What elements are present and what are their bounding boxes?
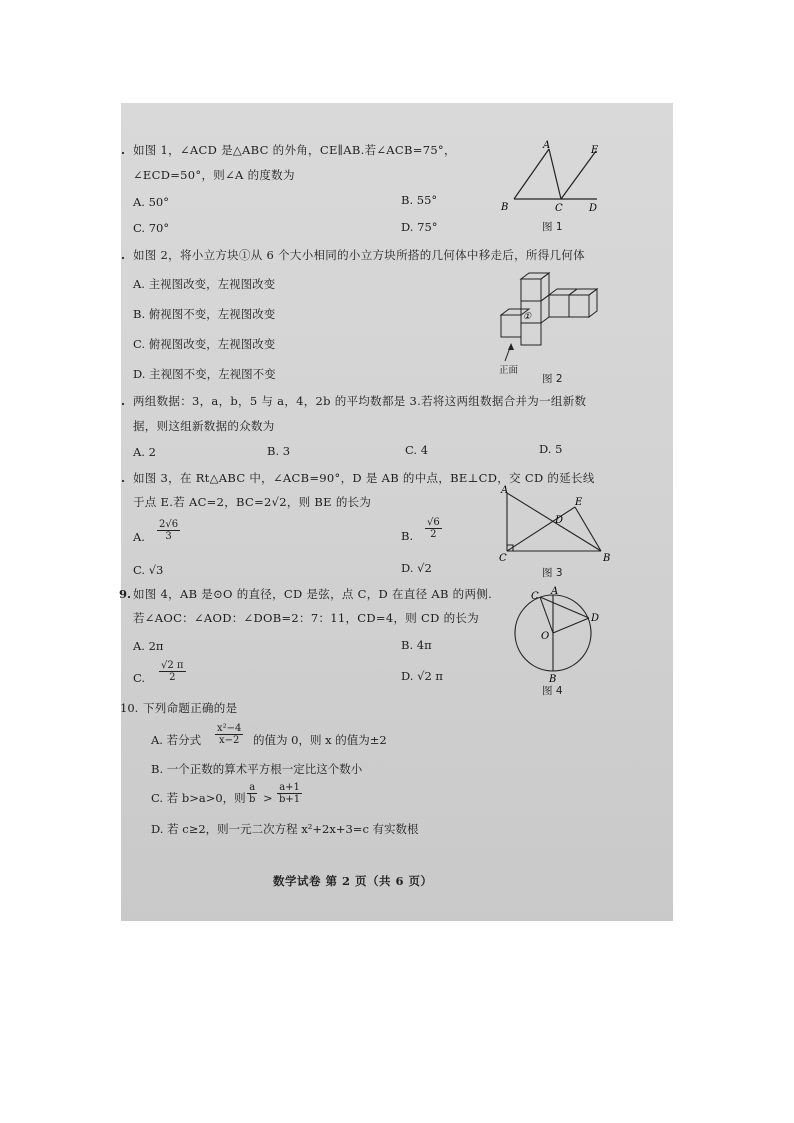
fig3-label-c: C bbox=[499, 553, 507, 564]
q10-option-a-fraction bbox=[215, 723, 243, 746]
q5-option-c: C. 70° bbox=[133, 221, 170, 235]
page-footer: 数学试卷 第 2 页（共 6 页） bbox=[273, 874, 433, 888]
q10-option-d: D. 若 c≥2，则一元二次方程 x²+2x+3=c 有实数根 bbox=[151, 822, 419, 836]
q8-stem-line2: 于点 E.若 AC=2，BC=2√2，则 BE 的长为 bbox=[133, 495, 372, 509]
fig2-cube-mid-side bbox=[541, 295, 549, 323]
fig1-label-e: E bbox=[591, 145, 599, 156]
fig1-line-ba bbox=[514, 149, 549, 199]
q9-option-c-prefix: C. bbox=[133, 671, 146, 685]
q6-option-a: A. 主视图改变，左视图改变 bbox=[133, 277, 276, 291]
q9-c-denominator: 2 bbox=[169, 672, 176, 683]
fig4-radius-oc bbox=[540, 597, 553, 633]
fig3-line-be bbox=[575, 507, 601, 551]
q10-option-b: B. 一个正数的算术平方根一定比这个数小 bbox=[151, 762, 363, 776]
q8-option-d: D. √2 bbox=[401, 561, 432, 575]
q9-c-numerator: √2 π bbox=[161, 660, 184, 671]
fig3-label-e: E bbox=[575, 497, 583, 508]
fig2-cube-left-front bbox=[501, 315, 521, 337]
figure-2 bbox=[491, 271, 611, 371]
figure-4 bbox=[509, 585, 609, 685]
q5-number: . bbox=[121, 143, 126, 157]
q10-number: 10. bbox=[120, 701, 139, 715]
q5-option-a: A. 50° bbox=[133, 195, 169, 209]
fig4-label-a: A bbox=[551, 586, 559, 597]
figure-1 bbox=[499, 137, 611, 217]
fig4-label-c: C bbox=[531, 591, 539, 602]
fig2-arrow-head bbox=[508, 343, 514, 350]
exam-page-photo bbox=[121, 103, 673, 921]
fig2-cube-bottom bbox=[521, 323, 541, 345]
q8-b-numerator: √6 bbox=[427, 517, 440, 528]
q8-stem-line1: 如图 3，在 Rt△ABC 中，∠ACB=90°，D 是 AB 的中点，BE⊥CD，交 CD 的延长线 bbox=[133, 471, 595, 485]
q6-option-c: C. 俯视图改变，左视图改变 bbox=[133, 337, 276, 351]
q10-option-c-fraction2 bbox=[277, 782, 302, 805]
fig2-front-label: 正面 bbox=[499, 365, 519, 376]
q9-option-c-fraction bbox=[159, 660, 186, 683]
q10-c-denominator2: b+1 bbox=[279, 794, 301, 805]
fig2-cube-right2-side bbox=[589, 289, 597, 317]
q10-option-c-gt: > bbox=[263, 791, 273, 805]
fig3-label-a: A bbox=[501, 485, 509, 496]
q7-stem-line2: 据，则这组新数据的众数为 bbox=[133, 419, 275, 433]
fig1-label-a: A bbox=[543, 140, 551, 151]
q9-option-b: B. 4π bbox=[401, 638, 432, 652]
q10-c-denominator1: b bbox=[249, 794, 256, 805]
q5-option-d: D. 75° bbox=[401, 220, 438, 234]
q10-a-denominator: x−2 bbox=[219, 735, 240, 746]
fig2-cube-top-side bbox=[541, 273, 549, 301]
q6-stem-line1: 如图 2，将小立方块①从 6 个大小相同的小立方块所搭的几何体中移走后，所得几何体 bbox=[133, 248, 585, 262]
q8-option-a-fraction bbox=[157, 519, 180, 542]
q7-option-b: B. 3 bbox=[267, 444, 291, 458]
fig2-cube-right1 bbox=[549, 295, 569, 317]
q7-option-d: D. 5 bbox=[539, 442, 563, 456]
q7-option-c: C. 4 bbox=[405, 443, 429, 457]
fig4-label-d: D bbox=[591, 613, 600, 624]
fig3-label-d: D bbox=[555, 515, 564, 526]
q8-option-b-prefix: B. bbox=[401, 529, 414, 543]
fig1-label-d: D bbox=[589, 203, 598, 214]
fig2-cube-top-front bbox=[521, 279, 541, 301]
q10-option-a-post: 的值为 0，则 x 的值为±2 bbox=[253, 733, 387, 747]
fig1-line-ce bbox=[561, 151, 596, 199]
fig4-caption: 图 4 bbox=[542, 685, 563, 697]
q6-option-b: B. 俯视图不变，左视图改变 bbox=[133, 307, 276, 321]
q9-number: 9. bbox=[119, 587, 132, 601]
q8-option-c: C. √3 bbox=[133, 563, 164, 577]
q9-option-a: A. 2π bbox=[133, 639, 164, 653]
q9-option-d: D. √2 π bbox=[401, 669, 443, 683]
q8-a-denominator: 3 bbox=[165, 531, 172, 542]
q10-c-numerator2: a+1 bbox=[277, 782, 302, 794]
q8-number: . bbox=[121, 471, 126, 485]
fig1-line-ac bbox=[549, 149, 561, 199]
q10-a-numerator: x²−4 bbox=[217, 723, 242, 734]
fig3-caption: 图 3 bbox=[542, 567, 563, 579]
q9-stem-line1: 如图 4，AB 是⊙O 的直径，CD 是弦，点 C，D 在直径 AB 的两侧. bbox=[133, 587, 493, 601]
fig4-radius-od bbox=[553, 618, 589, 633]
q10-option-a-pre: A. 若分式 bbox=[151, 733, 202, 747]
q6-option-d: D. 主视图不变，左视图不变 bbox=[133, 367, 276, 381]
fig4-label-b: B bbox=[549, 674, 557, 685]
fig4-label-o: O bbox=[541, 631, 550, 642]
fig1-caption: 图 1 bbox=[542, 221, 563, 233]
q7-number: . bbox=[121, 394, 126, 408]
q10-option-c-pre: C. 若 b>a>0，则 bbox=[151, 791, 246, 805]
q6-number: . bbox=[121, 248, 126, 262]
q10-c-numerator1: a bbox=[247, 782, 257, 794]
fig2-cube-1-label: ① bbox=[523, 312, 532, 322]
q8-option-b-fraction bbox=[425, 517, 442, 540]
q8-a-numerator: 2√6 bbox=[159, 519, 179, 530]
q8-b-denominator: 2 bbox=[430, 529, 437, 540]
fig2-caption: 图 2 bbox=[542, 373, 563, 385]
q10-option-c-fraction1 bbox=[247, 782, 257, 805]
fig1-label-b: B bbox=[501, 202, 509, 213]
q10-stem: 下列命题正确的是 bbox=[143, 701, 238, 715]
q9-stem-line2: 若∠AOC：∠AOD：∠DOB=2：7：11，CD=4，则 CD 的长为 bbox=[133, 611, 479, 625]
q7-stem-line1: 两组数据：3，a，b，5 与 a，4，2b 的平均数都是 3.若将这两组数据合并为一组新数 bbox=[133, 394, 587, 408]
q7-option-a: A. 2 bbox=[133, 445, 156, 459]
fig3-label-b: B bbox=[603, 553, 611, 564]
q5-stem-line2: ∠ECD=50°，则∠A 的度数为 bbox=[133, 168, 295, 182]
figure-3 bbox=[499, 485, 613, 565]
q5-option-b: B. 55° bbox=[401, 193, 438, 207]
q5-stem-line1: 如图 1，∠ACD 是△ABC 的外角，CE∥AB.若∠ACB=75°， bbox=[133, 143, 456, 157]
fig2-cube-right2 bbox=[569, 295, 589, 317]
q8-option-a-prefix: A. bbox=[133, 530, 145, 544]
fig1-label-c: C bbox=[555, 203, 563, 214]
